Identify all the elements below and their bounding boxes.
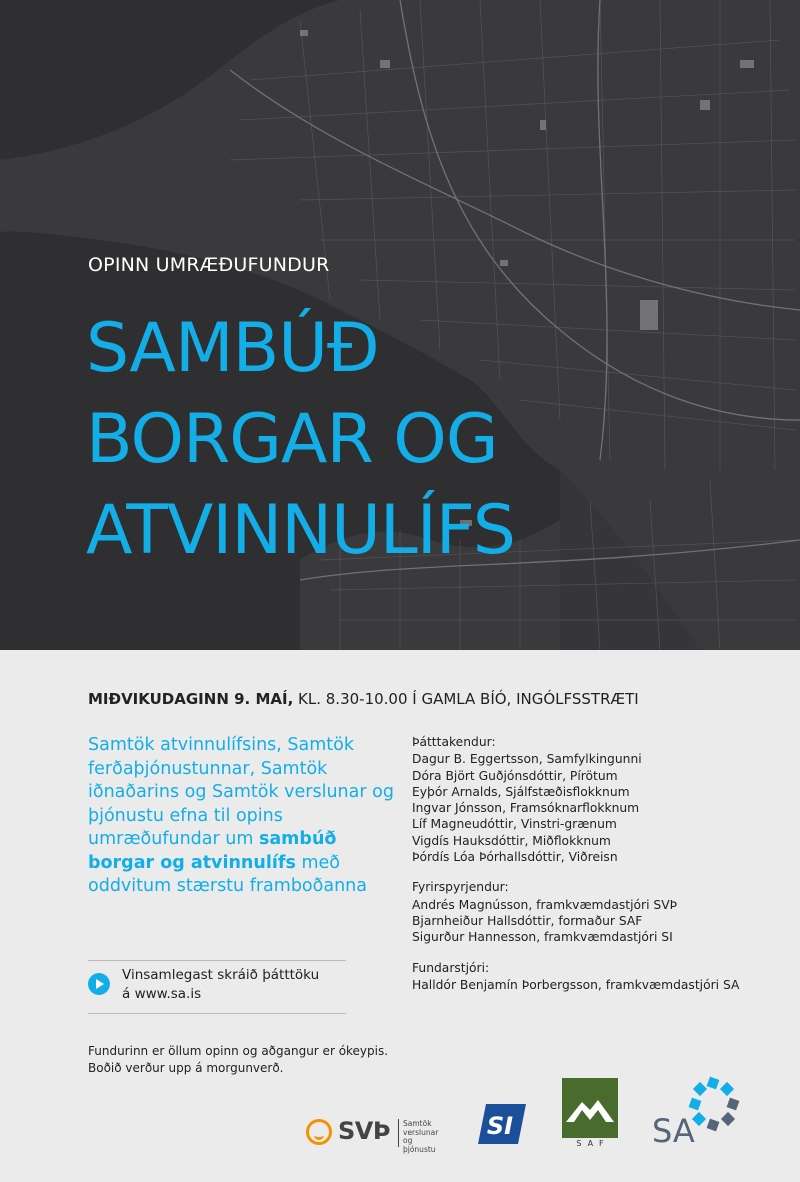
registration-line-1: Vinsamlegast skráið þátttöku <box>122 967 320 983</box>
play-arrow-icon <box>88 973 110 995</box>
questioners-group <box>412 879 752 945</box>
event-date-location <box>88 690 639 708</box>
speakers-column <box>412 734 752 1007</box>
svth-logo <box>306 1116 446 1154</box>
saf-logo-box <box>562 1078 618 1138</box>
event-intro-text <box>88 734 398 899</box>
svth-name: SVÞ <box>338 1117 391 1145</box>
participant-item: Dagur B. Eggertsson, Samfylkingunni <box>412 752 642 767</box>
footer-note-line-2: Boðið verður upp á morgunverð. <box>88 1061 284 1075</box>
participant-item: Vigdís Hauksdóttir, Miðflokknum <box>412 833 611 848</box>
event-headline <box>86 303 515 576</box>
headline-line-2: BORGAR OG <box>86 400 498 479</box>
participant-item: Dóra Björt Guðjónsdóttir, Pírötum <box>412 768 618 783</box>
registration-link[interactable]: á www.sa.is <box>122 986 202 1002</box>
moderator-heading: Fundarstjóri: <box>412 960 490 975</box>
mountain-icon <box>562 1078 618 1138</box>
participants-heading: Þátttakendur: <box>412 735 496 749</box>
participant-item: Eyþór Arnalds, Sjálfstæðisflokknum <box>412 784 630 799</box>
intro-after: með oddvitum stærstu framboðanna <box>88 852 367 896</box>
svth-sub-line: þjónustu <box>403 1144 436 1154</box>
sa-logo <box>650 1074 750 1150</box>
questioner-item: Sigurður Hannesson, framkvæmdastjóri SI <box>412 930 673 945</box>
questioner-item: Bjarnheiður Hallsdóttir, formaður SAF <box>412 913 643 928</box>
participant-item: Þórdís Lóa Þórhallsdóttir, Viðreisn <box>412 850 618 865</box>
sa-name: SA <box>652 1112 695 1150</box>
questioner-item: Andrés Magnússon, framkvæmdastjóri SVÞ <box>412 897 678 912</box>
footer-note <box>88 1043 388 1077</box>
moderator-item: Halldór Benjamín Þorbergsson, framkvæmdastjóri SA <box>412 977 740 992</box>
svth-sub-line: verslunar og <box>403 1127 439 1145</box>
headline-line-1: SAMBÚÐ <box>86 309 379 388</box>
questioners-heading: Fyrirspyrjendur: <box>412 880 509 895</box>
event-date: MIÐVIKUDAGINN 9. MAÍ, <box>88 690 294 708</box>
svth-sub-line: Samtök <box>403 1119 432 1128</box>
footer-note-line-1: Fundurinn er öllum opinn og aðgangur er ókeypis. <box>88 1044 389 1058</box>
si-logo-mark <box>478 1104 526 1144</box>
participant-item: Líf Magneudóttir, Vinstri-grænum <box>412 817 617 832</box>
intro-highlight: sambúð borgar og atvinnulífs <box>88 829 337 873</box>
registration-box[interactable] <box>88 960 346 1014</box>
intro-before: Samtök atvinnulífsins, Samtök ferðaþjónustunnar, Samtök iðnaðarins og Samtök verslunar og þjónustu efna til opins umræðufundar um <box>88 735 394 849</box>
event-time-venue: KL. 8.30-10.00 Í GAMLA BÍÓ, INGÓLFSSTRÆTI <box>293 690 639 708</box>
si-name: SI <box>486 1112 514 1140</box>
svth-divider <box>398 1119 399 1147</box>
participant-item: Ingvar Jónsson, Framsóknarflokknum <box>412 801 640 816</box>
si-logo <box>478 1104 526 1144</box>
saf-logo <box>562 1078 618 1150</box>
headline-line-3: ATVINNULÍFS <box>86 491 515 570</box>
smile-icon <box>306 1119 332 1145</box>
saf-name: SAF <box>576 1139 610 1148</box>
participants-group <box>412 734 752 865</box>
moderator-group <box>412 960 752 994</box>
event-type-label: OPINN UMRÆÐUFUNDUR <box>88 254 330 276</box>
registration-text[interactable] <box>122 966 319 1004</box>
svth-subtitle <box>403 1120 446 1154</box>
